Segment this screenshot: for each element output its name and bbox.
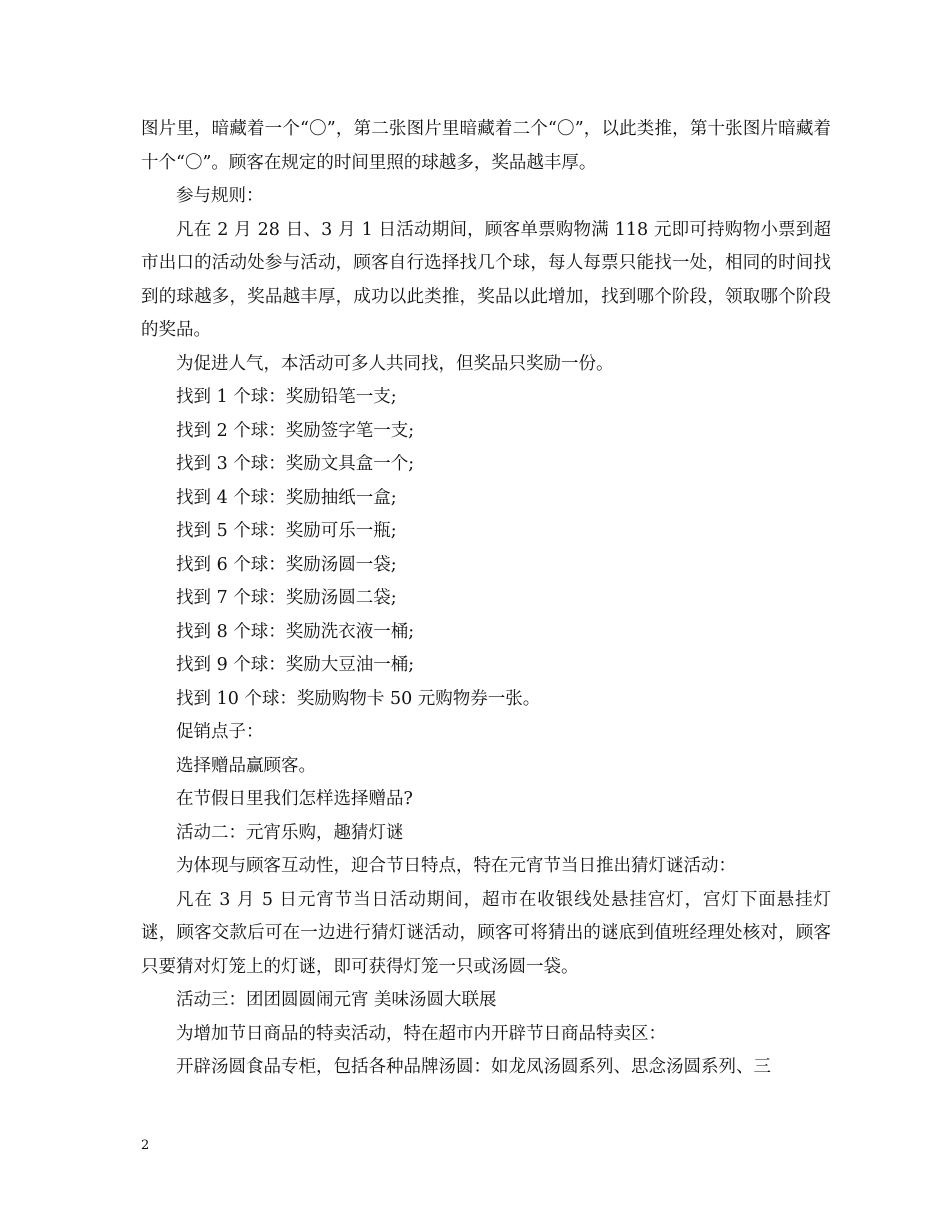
paragraph: 选择赠品赢顾客。 [176, 755, 316, 776]
paragraph: 为体现与顾客互动性，迎合节日特点，特在元宵节当日推出猜灯谜活动： [176, 856, 736, 876]
prize-item: 找到 5 个球：奖励可乐一瓶; [176, 521, 397, 541]
document-body [141, 113, 831, 1085]
paragraph: 参与规则： [176, 186, 264, 206]
paragraph: 促销点子： [176, 722, 264, 742]
section-heading: 活动二：元宵乐购，趣猜灯谜 [176, 822, 404, 843]
prize-item: 找到 2 个球：奖励签字笔一支; [176, 420, 415, 441]
section-heading: 活动三：团团圆圆闹元宵 美味汤圆大联展 [176, 990, 497, 1010]
prize-item: 找到 1 个球：奖励铅笔一支; [176, 387, 397, 407]
prize-item: 找到 7 个球：奖励汤圆二袋; [176, 588, 397, 608]
prize-item: 找到 9 个球：奖励大豆油一桶; [176, 655, 415, 675]
paragraph: 在节假日里我们怎样选择赠品? [176, 789, 413, 809]
page-number: 2 [141, 1138, 150, 1153]
paragraph: 图片里，暗藏着一个“〇”，第二张图片里暗藏着二个“〇”，以此类推，第十张图片暗藏着十个“〇”。顾客在规定的时间里照的球越多，奖品越丰厚。 [141, 119, 831, 173]
paragraph: 为增加节日商品的特卖活动，特在超市内开辟节日商品特卖区： [176, 1023, 666, 1044]
prize-item: 找到 10 个球：奖励购物卡 50 元购物券一张。 [176, 688, 541, 709]
paragraph: 凡在 2 月 28 日、3 月 1 日活动期间，顾客单票购物满 118 元即可持购物小票到超市出口的活动处参与活动，顾客自行选择找几个球，每人每票只能找一处，相同的时间找到的球越多，奖品越丰厚，成功以此类推，奖品以此增加，找到哪个阶段，领取哪个阶段的奖品。 [141, 219, 831, 340]
prize-item: 找到 3 个球：奖励文具盒一个; [176, 454, 415, 474]
paragraph: 开辟汤圆食品专柜，包括各种品牌汤圆：如龙凤汤圆系列、思念汤圆系列、三 [176, 1057, 771, 1077]
prize-item: 找到 6 个球：奖励汤圆一袋; [176, 554, 397, 575]
paragraph: 为促进人气，本活动可多人共同找，但奖品只奖励一份。 [176, 353, 614, 374]
prize-item: 找到 8 个球：奖励洗衣液一桶; [176, 621, 415, 642]
prize-item: 找到 4 个球：奖励抽纸一盒; [176, 487, 397, 508]
paragraph: 凡在 3 月 5 日元宵节当日活动期间，超市在收银线处悬挂宫灯，宫灯下面悬挂灯谜，顾客交款后可在一边进行猜灯谜活动，顾客可将猜出的谜底到值班经理处核对，顾客只要猜对灯笼上的灯谜，即可获得灯笼一只或汤圆一袋。 [141, 889, 831, 977]
